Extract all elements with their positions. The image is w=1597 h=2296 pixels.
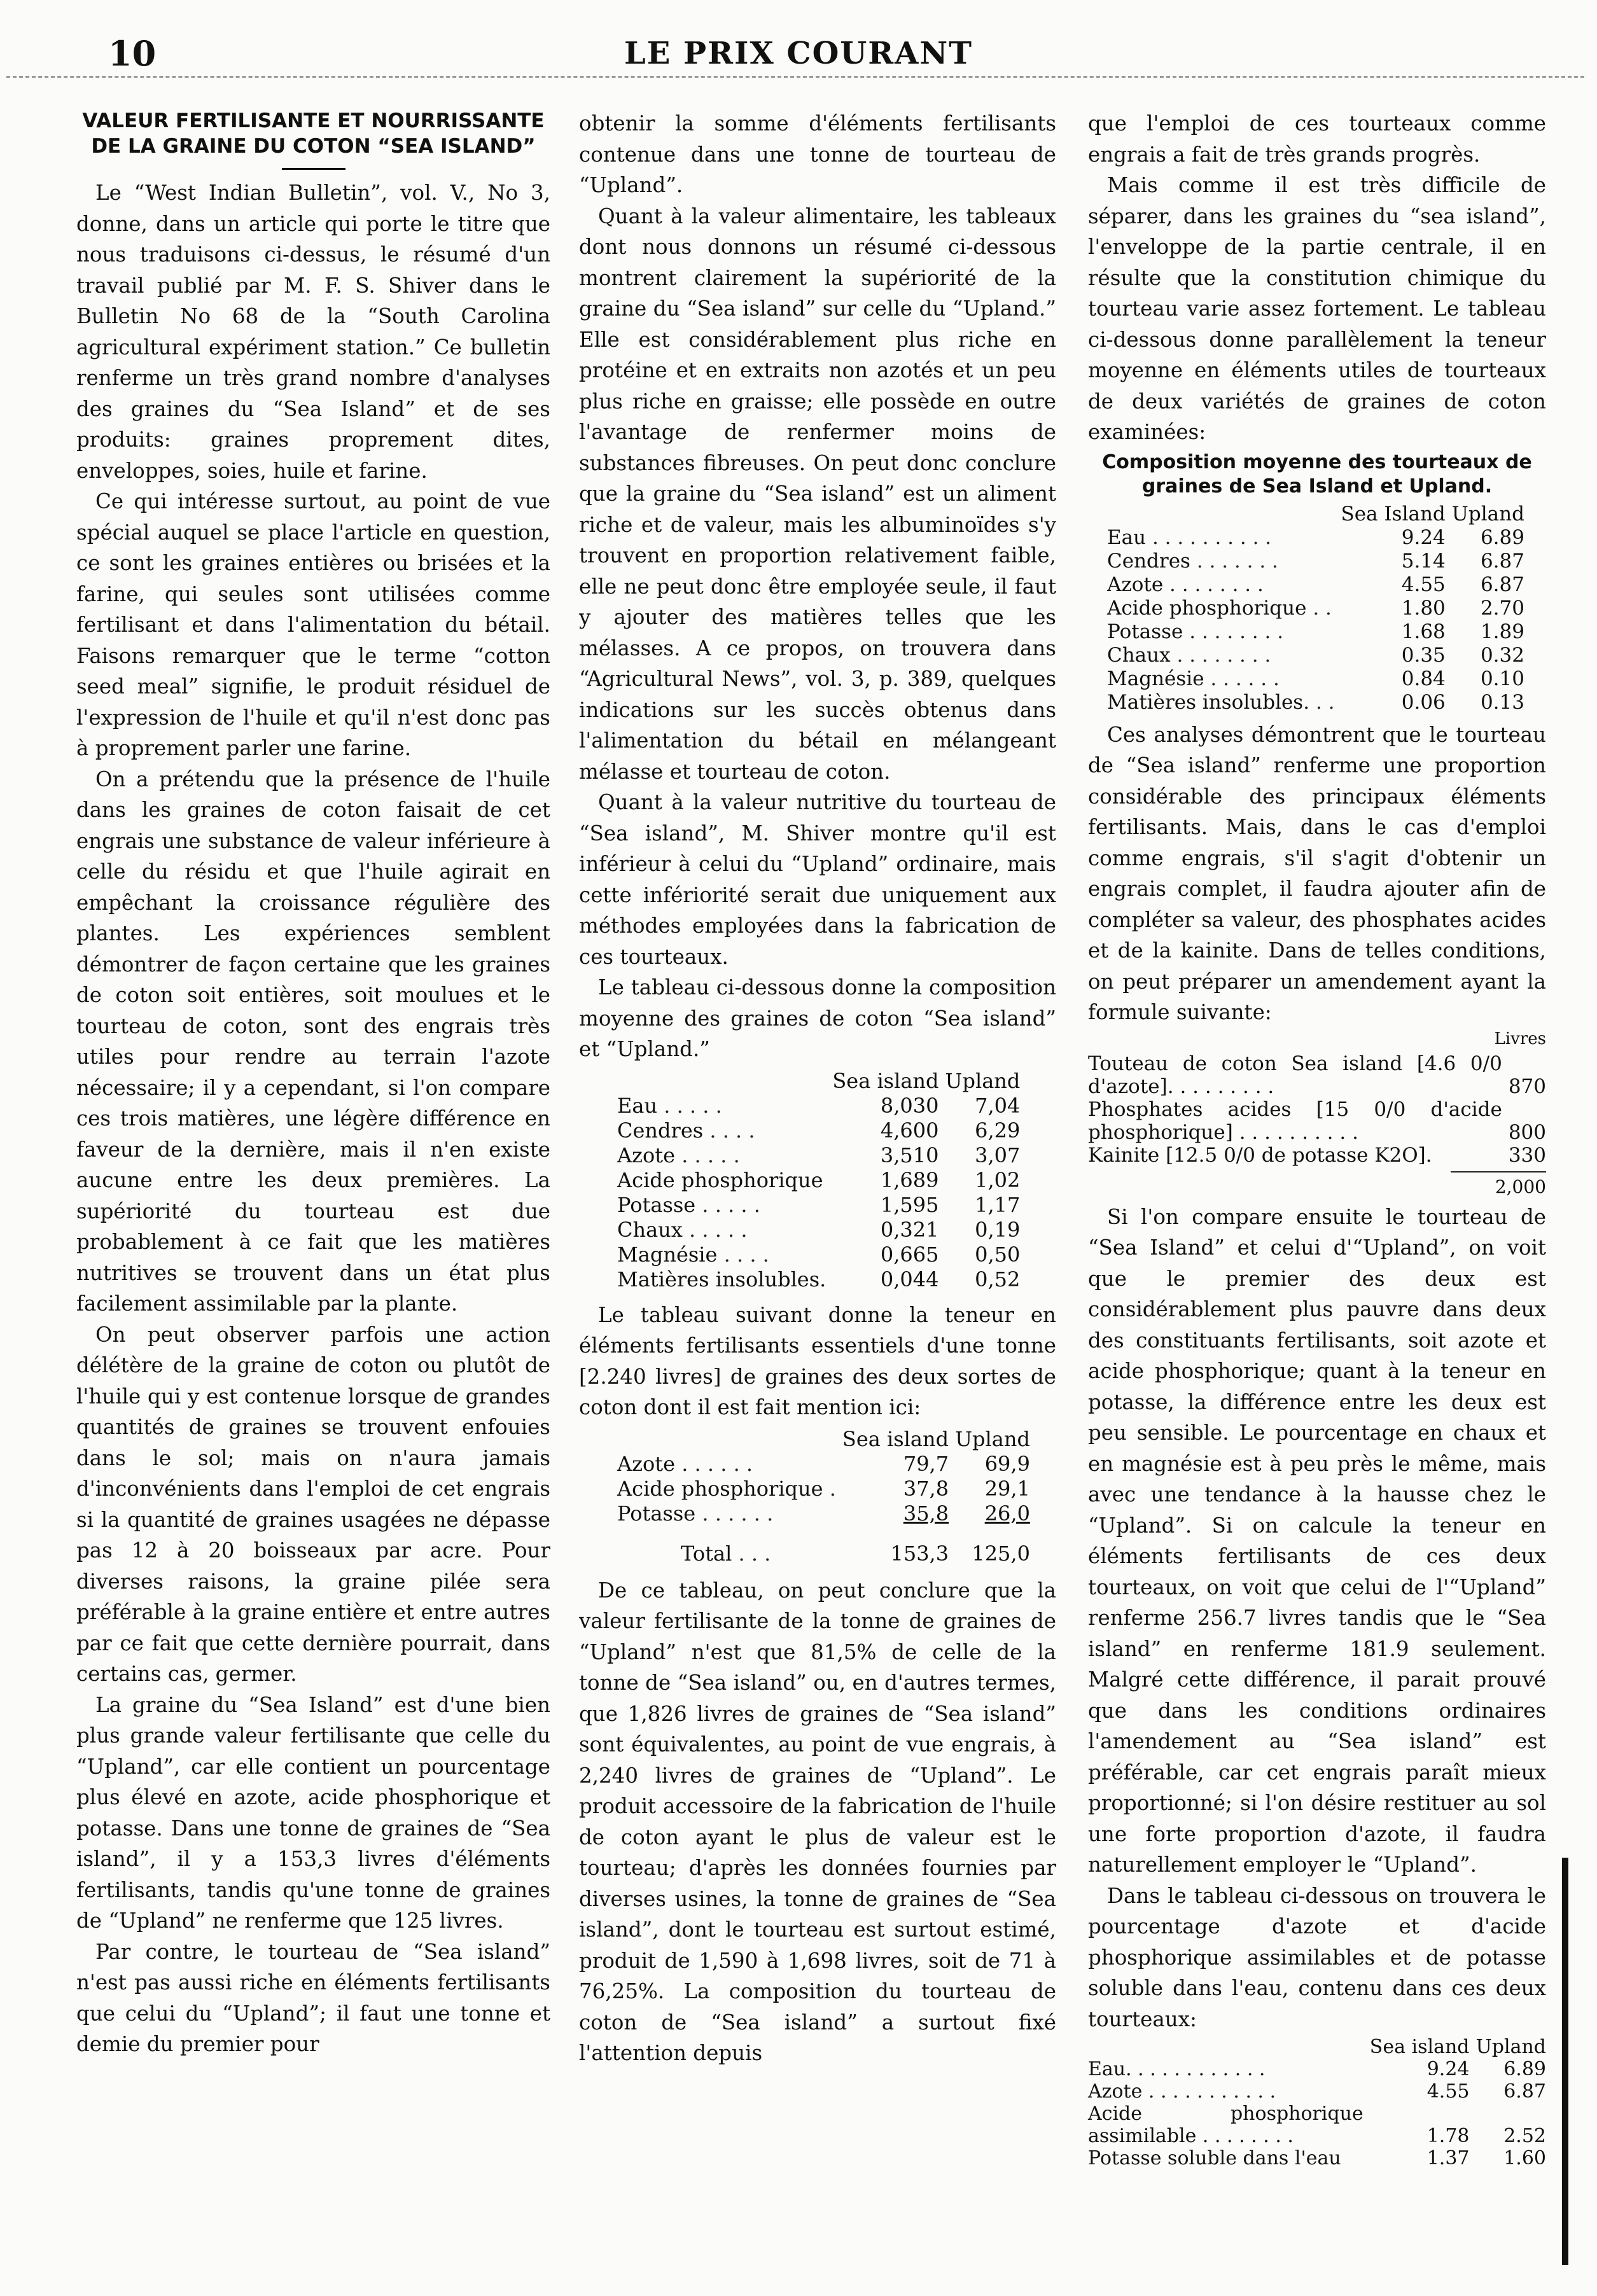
article-title: VALEUR FERTILISANTE ET NOURRISSANTE DE LA GRAINE DU COTON “SEA ISLAND” [82, 109, 545, 158]
table-cell: 69,9 [984, 1451, 1030, 1476]
row-label: Potasse soluble dans l'eau [1088, 2147, 1341, 2169]
table-cell: 1.60 [1503, 2147, 1546, 2169]
table-cell: 1.68 [1401, 620, 1446, 643]
table-cell: 1.80 [1401, 596, 1446, 620]
table-cell: 0,665 [880, 1242, 939, 1267]
row-label: Phosphates acides [15 0/0 d'acide phosphorique] . . . . . . . . . . [1088, 1097, 1502, 1144]
table-cell: 0.13 [1480, 690, 1524, 714]
table-row [1107, 526, 1524, 550]
table-cell: 7,04 [975, 1093, 1021, 1118]
table-cell: 0,321 [880, 1217, 939, 1242]
table-cell: 2.52 [1503, 2125, 1546, 2147]
table-header-row [617, 1427, 1030, 1452]
leader-dots: . . [1315, 690, 1335, 714]
paragraph: De ce tableau, on peut conclure que la valeur fertilisante de la tonne de graines de “Upland” n'est que 81,5% de celle de la tonne de “Sea island” ou, en d'autres termes, que 1,826 livres de graines de “Sea island” sont équivalentes, au point de vue engrais, à 2,240 livres de graines de “Upland”. Le produit accessoire de la fabrication de l'huile de coton ayant le plus de valeur est le tourteau; d'après les données fournies par diverses usines, la tonne de graines de “Sea island”, dont le tourteau est surtout estimé, produit de 1,590 à 1,698 livres, soit de 71 à 76,25%. La composition du tourteau de coton de “Sea island” a surtout fixé l'attention depuis [579, 1578, 1056, 2065]
table-header-row [617, 1069, 1020, 1094]
row-label: Eau [617, 1093, 658, 1118]
table-cell: 9.24 [1426, 2058, 1470, 2080]
column-header: Upland [945, 1068, 1021, 1093]
table-cell: 6.89 [1480, 525, 1524, 549]
table-cell: 0,044 [880, 1267, 939, 1291]
total-cell: 153,3 [890, 1541, 949, 1566]
leader-dots: . . . . [709, 1118, 755, 1143]
leader-dots: . [829, 1476, 836, 1501]
paragraph: La graine du “Sea Island” est d'une bien plus grande valeur fertilisante que celle du “Upland”, car elle contient un pourcentage plus élevé en azote, acide phosphorique et potasse. Dans une tonne de graines de “Sea island”, il y a 153,3 livres d'éléments fertilisants, tandis qu'une tonne de graines de “Upland” ne renferme que 125 livres. [76, 1692, 550, 1933]
table-cell: 1,02 [975, 1167, 1021, 1192]
table-row [1088, 1098, 1546, 1144]
table-cell: 9.24 [1401, 525, 1446, 549]
table-row [1088, 1144, 1546, 1167]
leader-dots: . . . . . . . . [1169, 573, 1264, 596]
row-label: Acide phosphorique assimilable . . . . . . . . [1088, 2103, 1363, 2147]
paragraph: Mais comme il est très difficile de séparer, dans les graines du “sea island”, l'enveloppe de la partie centrale, il en résulte que la constitution chimique du tourteau varie assez fortement. Le tableau ci-dessous donne parallèlement la teneur moyenne en éléments utiles de tourteaux de deux variétés de graines de coton examinées: [1088, 173, 1546, 444]
table-row [1107, 573, 1524, 597]
table-row [1107, 550, 1524, 573]
table-cell: 4.55 [1426, 2080, 1470, 2103]
table-cell: 37,8 [903, 1476, 949, 1501]
table-row [617, 1452, 1030, 1477]
paragraph: Ces analyses démontrent que le tourteau de “Sea island” renferme une proportion considérable des principaux éléments fertilisants. Mais, dans le cas d'emploi comme engrais, s'il s'agit d'obtenir un engrais complet, il faudra ajouter afin de compléter sa valeur, des phosphates acides et de la kainite. Dans de telles conditions, on peut préparer un amendement ayant la formule suivante: [1088, 722, 1546, 1024]
paragraph: On peut observer parfois une action délétère de la graine de coton ou plutôt de l'huile qui y est contenue lorsque de grandes quantités de graines se trouvent enfouies dans le sol; mais on n'aura jamais d'inconvénients dans l'emploi de cet engrais si la quantité de graines usagées ne dépasse pas 12 à 20 boisseaux par acre. Pour diverses raisons, la graine pilée sera préférable à la graine entière et entre autres par ce fait que cette dernière pourrait, dans certains cas, germer. [76, 1322, 550, 1686]
table-cell: 3,510 [880, 1143, 939, 1167]
table-row [1107, 620, 1524, 644]
row-label: Azote [617, 1451, 676, 1476]
total-cell: 125,0 [972, 1541, 1030, 1566]
table-row [1088, 1052, 1546, 1098]
paragraph: Le tableau suivant donne la teneur en éléments fertilisants essentiels d'une tonne [2.240 livres] de graines des deux sortes de coton dont il est fait mention ici: [579, 1302, 1056, 1419]
table-row [617, 1143, 1020, 1168]
paragraph: obtenir la somme d'éléments fertilisants contenue dans une tonne de tourteau de “Upland”. [579, 111, 1056, 197]
column-header: Upland [1451, 502, 1524, 525]
table-row [617, 1501, 1030, 1526]
row-label: Acide phosphorique [617, 1476, 823, 1501]
table-cell: 6.87 [1503, 2080, 1546, 2103]
table-cell: 2.70 [1480, 596, 1524, 620]
table-cell: 1.89 [1480, 620, 1524, 643]
table-row [617, 1477, 1030, 1501]
leader-dots: . . . . . [702, 1192, 760, 1217]
table-cell: 6.89 [1503, 2058, 1546, 2080]
masthead: LE PRIX COURANT [624, 36, 973, 71]
table-cell: 1,595 [880, 1192, 939, 1217]
leader-dots: . . . . . [689, 1217, 748, 1242]
paragraph: Quant à la valeur alimentaire, les tableaux dont nous donnons un résumé ci-dessous montrent clairement la supériorité de la graine du “Sea island” sur celle du “Upland.” Elle est considérablement plus riche en protéine et en extraits non azotés et un peu plus riche en graisse; elle possède en outre l'avantage de renfermer moins de substances fibreuses. On peut donc conclure que la graine du “Sea island” est un aliment riche et de valeur, mais les albuminoïdes s'y trouvent en proportion relativement faible, elle ne peut donc être employée seule, il faut y ajouter des matières telles que les mélasses. A ce propos, on trouvera dans “Agricultural News”, vol. 3, p. 389, quelques indications sur les succès obtenus dans l'alimentation du bétail en mélangeant mélasse et tourteau de coton. [579, 204, 1056, 784]
formula-table [1088, 1052, 1546, 1167]
leader-dots: . . . . [723, 1242, 769, 1267]
paragraph: Ce qui intéresse surtout, au point de vue spécial auquel se place l'article en question, ce sont les graines entières ou brisées et la farine, qui seules sont utilisées comme fertilisant et dans l'alimentation du bétail. Faisons remarquer que le terme “cotton seed meal” signifie, le produit résiduel de l'expression de l'huile et qu'il n'est donc pas à proprement parler une farine. [76, 489, 550, 760]
table-cell: 26,0 [984, 1501, 1030, 1526]
header-rule [6, 76, 1584, 78]
row-label: Chaux [1107, 643, 1171, 667]
row-label: Chaux [617, 1217, 683, 1242]
seed-composition-table [617, 1069, 1020, 1292]
table-row [617, 1094, 1020, 1118]
cake-composition-table [1107, 503, 1524, 714]
row-label: Cendres [617, 1118, 704, 1143]
leader-dots: . . . . . . . . [1189, 620, 1284, 643]
table-row [1088, 2147, 1546, 2169]
column-header: Upland [1475, 2036, 1546, 2058]
row-label: Matières insolubles. [617, 1267, 826, 1291]
table-cell: 0.84 [1401, 667, 1446, 690]
row-label: Kainite [12.5 0/0 de potasse K2O]. [1088, 1143, 1432, 1167]
column-header: Upland [955, 1426, 1030, 1451]
binding-edge [1562, 1858, 1568, 2265]
row-label: Potasse [1107, 620, 1183, 643]
table-cell: 0.35 [1401, 643, 1446, 667]
table-cell: 0.06 [1401, 690, 1446, 714]
row-label: Matières insolubles. [1107, 690, 1310, 714]
table-cell: 0,19 [975, 1217, 1021, 1242]
unit-label: Livres [1494, 1029, 1546, 1048]
table-row [1107, 644, 1524, 667]
fertilizer-per-ton-table [617, 1427, 1030, 1566]
column-1 [76, 108, 550, 2060]
leader-dots: . . . . . . . . . . [1152, 525, 1272, 549]
row-label: Eau [1107, 525, 1147, 549]
table-cell: 1,689 [880, 1167, 939, 1192]
table-cell: 1,17 [975, 1192, 1021, 1217]
table-cell: 0.10 [1480, 667, 1524, 690]
table-header-row [1107, 503, 1524, 526]
table-row [1088, 2080, 1546, 2103]
total-value: 2,000 [1451, 1171, 1546, 1202]
paragraph: Par contre, le tourteau de “Sea island” n'est pas aussi riche en éléments fertilisants que celui du “Upland”; il faut une tonne et demie du premier pour [76, 1939, 550, 2056]
row-label: Magnésie [617, 1242, 718, 1267]
table-cell: 5.14 [1401, 549, 1446, 573]
paragraph: Quant à la valeur nutritive du tourteau de “Sea island”, M. Shiver montre qu'il est inférieur à celui du “Upland” ordinaire, mais cette infériorité serait due uniquement aux méthodes employées dans la fabrication de ces tourteaux. [579, 790, 1056, 969]
column-header: Sea Island [1341, 502, 1446, 525]
paragraph: que l'emploi de ces tourteaux comme engrais a fait de très grands progrès. [1088, 111, 1546, 167]
row-label: Touteau de coton Sea island [4.6 0/0 d'azote]. . . . . . . . . [1088, 1052, 1502, 1098]
paragraph: Le “West Indian Bulletin”, vol. V., No 3, donne, dans un article qui porte le titre que nous traduisons ci-dessus, le résumé d'un travail publié par M. F. S. Shiver dans le Bulletin No 68 de la “South Carolina agricultural expériment station.” Ce bulletin renferme un très grand nombre d'analyses des graines du “Sea Island” et de ses produits: graines proprement dites, enveloppes, soies, huile et farine. [76, 181, 550, 483]
column-header: Sea island [842, 1426, 949, 1451]
table-cell: 870 [1508, 1075, 1546, 1098]
total-row [617, 1526, 1030, 1566]
table-cell: 6.87 [1480, 573, 1524, 596]
table-row [1088, 2058, 1546, 2080]
table-row [617, 1168, 1020, 1193]
leader-dots: . . . . . . [681, 1451, 753, 1476]
table-row [617, 1267, 1020, 1292]
table-row [1107, 691, 1524, 714]
page-number: 10 [108, 33, 157, 74]
column-3 [1088, 108, 1546, 2169]
table-cell: 1.78 [1426, 2125, 1470, 2147]
paragraph: Dans le tableau ci-dessous on trouvera le pourcentage d'azote et d'acide phosphorique assimilables et de potasse soluble dans l'eau, contenu dans ces deux tourteaux: [1088, 1883, 1546, 2031]
table-row [1088, 2103, 1546, 2147]
table-cell: 35,8 [903, 1501, 949, 1526]
table-header-row [1088, 2036, 1546, 2058]
table-cell: 800 [1508, 1120, 1546, 1144]
row-label: Eau. . . . . . . . . . . . [1088, 2058, 1266, 2080]
leader-dots: . . . . . . . [1196, 549, 1278, 573]
table-row [1107, 597, 1524, 620]
table-cell: 79,7 [903, 1451, 949, 1476]
table-cell: 1.37 [1426, 2147, 1470, 2169]
table-cell: 4,600 [880, 1118, 939, 1143]
row-label: Total [681, 1541, 732, 1566]
table-cell: 29,1 [984, 1476, 1030, 1501]
table-cell: 330 [1508, 1143, 1546, 1167]
table-cell: 6,29 [975, 1118, 1021, 1143]
column-2 [579, 108, 1056, 2069]
row-label: Acide phosphorique [1107, 596, 1307, 620]
paragraph: Si l'on compare ensuite le tourteau de “Sea Island” et celui d'“Upland”, on voit que le premier des deux est considérablement plus pauvre dans deux des constituants fertilisants, soit azote et acide phosphorique; quant à la teneur en potasse, la différence entre les deux est peu sensible. Le pourcentage en chaux et en magnésie est à peu près le même, mais avec une tendance à la hausse chez le “Upland”. Si on calcule la teneur en éléments fertilisants de ces deux tourteaux, on voit que celui de l'“Upland” renferme 256.7 livres tandis que le “Sea island” en renferme 181.9 seulement. Malgré cette différence, il parait prouvé que dans les conditions ordinaires l'amendement au “Sea island” est préférable, car cet engrais paraît mieux proportionné; si l'on désire restituer au sol une forte proportion d'azote, il faudra naturellement employer le “Upland”. [1088, 1204, 1546, 1877]
paragraph: On a prétendu que la présence de l'huile dans les graines de coton faisait de cet engrais une substance de valeur inférieure à celle du résidu et que l'huile agirait en empêchant la croissance régulière des plantes. Les expériences semblent démontrer de façon certaine que les graines de coton soit entières, soit moulues et le tourteau de coton, sont des engrais très utiles pour rendre au terrain l'azote nécessaire; il y a cependant, si l'on compare ces trois matières, une légère différence en faveur de la dernière, mais il n'en existe aucune entre les deux premières. La supériorité du tourteau est due probablement à ce fait que les matières nutritives se trouvent dans un état plus facilement assimilable par la plante. [76, 767, 550, 1316]
table-cell: 0,52 [975, 1267, 1021, 1291]
row-label: Azote [617, 1143, 676, 1167]
row-label: Potasse [617, 1501, 696, 1526]
table-cell: 8,030 [880, 1093, 939, 1118]
leader-dots: . . . . . . [702, 1501, 774, 1526]
formula-total [1088, 1171, 1546, 1202]
table-cell: 3,07 [975, 1143, 1021, 1167]
leader-dots: . . . [738, 1541, 771, 1566]
row-label: Magnésie [1107, 667, 1204, 690]
table-row [617, 1242, 1020, 1267]
table-row [617, 1218, 1020, 1242]
row-label: Acide phosphorique [617, 1167, 823, 1192]
page-header [0, 0, 1597, 89]
table-cell: 4.55 [1401, 573, 1446, 596]
table-row [1107, 667, 1524, 691]
assimilable-table [1088, 2036, 1546, 2169]
row-label: Cendres [1107, 549, 1190, 573]
title-rule [282, 168, 345, 170]
table-row [617, 1118, 1020, 1143]
row-label: Azote [1107, 573, 1164, 596]
row-label: Azote . . . . . . . . . . . [1088, 2080, 1276, 2103]
paragraph: Le tableau ci-dessous donne la composition moyenne des graines de coton “Sea island” et “Upland.” [579, 975, 1056, 1061]
leader-dots: . . . . . [664, 1093, 722, 1118]
leader-dots: . . [1313, 596, 1332, 620]
table-title: Composition moyenne des tourteaux de graines de Sea Island et Upland. [1102, 450, 1532, 497]
table-row [617, 1193, 1020, 1218]
table-cell: 0.32 [1480, 643, 1524, 667]
column-header: Sea island [1369, 2036, 1470, 2058]
leader-dots: . . . . . . . . [1176, 643, 1271, 667]
leader-dots: . . . . . . [1210, 667, 1280, 690]
row-label: Potasse [617, 1192, 696, 1217]
table-cell: 6.87 [1480, 549, 1524, 573]
table-cell: 0,50 [975, 1242, 1021, 1267]
leader-dots: . . . . . [681, 1143, 740, 1167]
column-header: Sea island [832, 1068, 939, 1093]
